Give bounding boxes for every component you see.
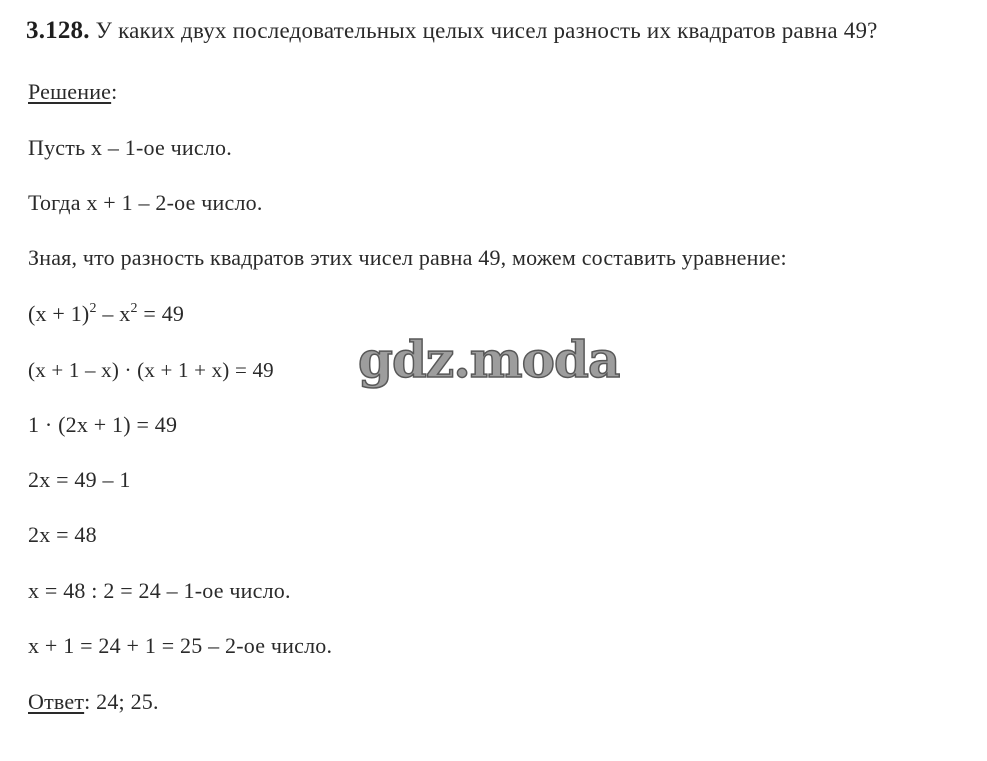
solution-heading-colon: : (111, 79, 118, 104)
answer-line (28, 689, 159, 715)
equation-minus-x: – x (96, 301, 131, 326)
problem-statement (26, 18, 878, 44)
equation-left: (x + 1) (28, 301, 90, 326)
problem-text: У каких двух последовательных целых чисел разность их квадратов равна 49? (89, 18, 878, 43)
solution-line-3: Зная, что разность квадратов этих чисел равна 49, можем составить уравнение: (28, 245, 787, 270)
problem-number: 3.128. (26, 17, 90, 44)
solution-line-2: Тогда х + 1 – 2-ое число. (28, 190, 263, 215)
main-equation (28, 301, 184, 327)
step-5: x = 48 : 2 = 24 – 1-ое число. (28, 578, 291, 603)
answer-label: Ответ (28, 689, 85, 714)
equation-exponent-2: 2 (130, 301, 138, 316)
step-2: 1 · (2x + 1) = 49 (28, 412, 178, 437)
solution-line-1: Пусть х – 1-ое число. (28, 135, 232, 160)
answer-value: : 24; 25. (84, 689, 159, 714)
solution-heading: Решение (28, 79, 112, 104)
equation-rhs: = 49 (137, 301, 185, 326)
step-3: 2x = 49 – 1 (28, 467, 131, 492)
step-4: 2x = 48 (28, 522, 97, 547)
equation-exponent-1: 2 (89, 301, 97, 316)
step-1: (x + 1 – x) · (x + 1 + x) = 49 (28, 358, 274, 382)
watermark-logo: gdz.moda (358, 330, 620, 389)
solution-heading-line (28, 79, 117, 105)
step-6: x + 1 = 24 + 1 = 25 – 2-ое число. (28, 633, 333, 658)
